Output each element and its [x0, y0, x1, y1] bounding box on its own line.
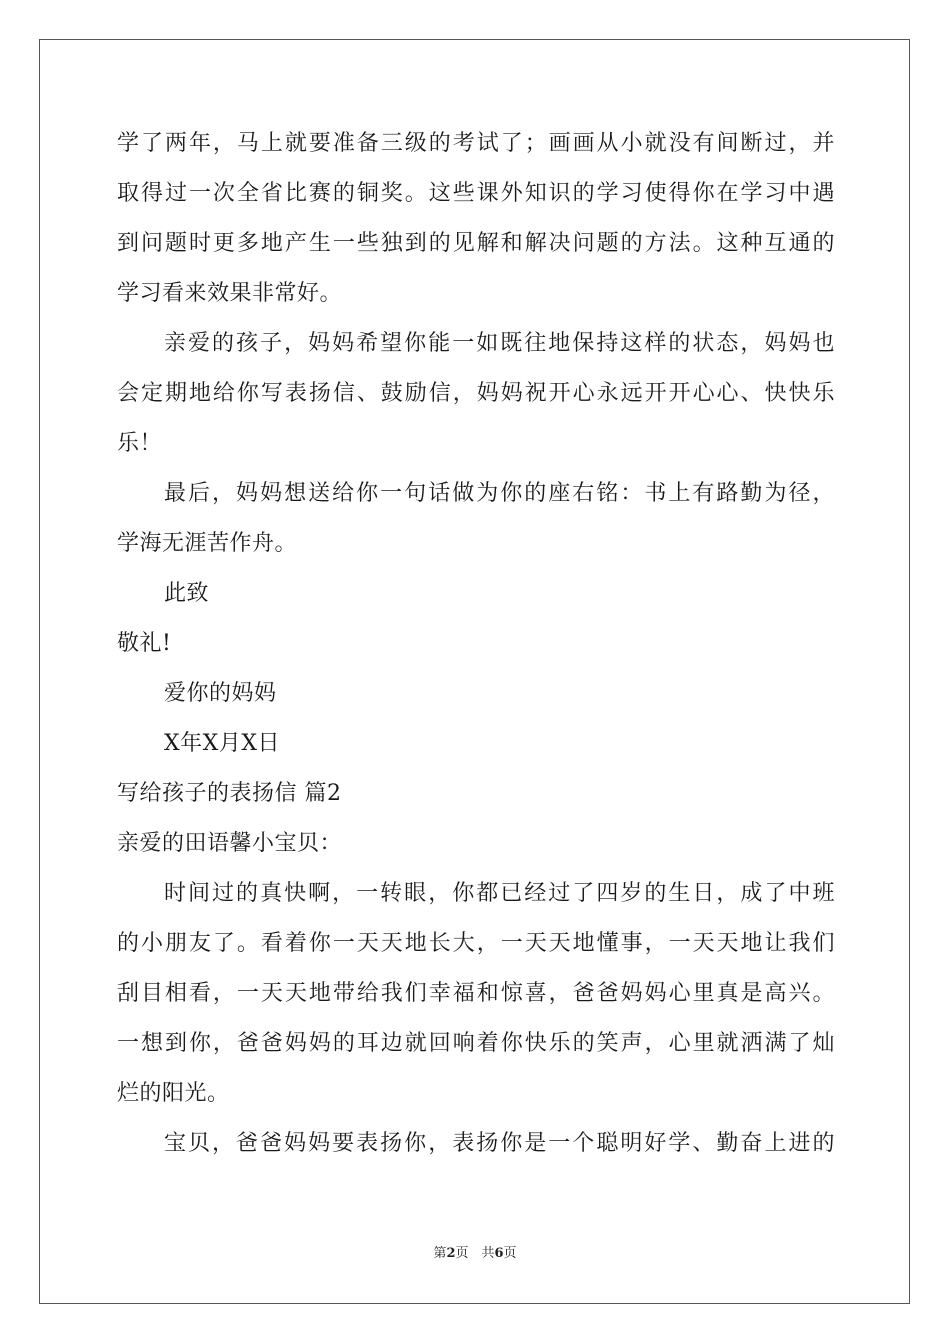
salutation: 亲爱的田语馨小宝贝： — [117, 831, 343, 856]
body-line: 烂的阳光。 — [117, 1081, 230, 1106]
body-line: 学习看来效果非常好。 — [117, 281, 343, 306]
page-footer — [0, 1244, 950, 1264]
section-title: 写给孩子的表扬信 篇2 — [117, 781, 342, 806]
body-line: 会定期地给你写表扬信、鼓励信，妈妈祝开心永远开开心心、快快乐 — [117, 381, 835, 406]
body-line: 刮目相看，一天天地带给我们幸福和惊喜，爸爸妈妈心里真是高兴。 — [117, 981, 835, 1006]
footer-suffix: 页 — [503, 1246, 517, 1261]
body-line: 一想到你，爸爸妈妈的耳边就回响着你快乐的笑声，心里就洒满了灿 — [117, 1031, 835, 1056]
body-line: 取得过一次全省比赛的铜奖。这些课外知识的学习使得你在学习中遇 — [117, 181, 835, 206]
paragraph-start-line: 亲爱的孩子，妈妈希望你能一如既往地保持这样的状态，妈妈也 — [164, 331, 835, 356]
footer-mid: 页 共 — [455, 1246, 495, 1261]
signature: 爱你的妈妈 — [164, 681, 277, 706]
body-line: 乐！ — [117, 431, 163, 456]
date-line: X年X月X日 — [164, 731, 280, 756]
body-line: 学海无涯苦作舟。 — [117, 531, 298, 556]
paragraph-start-line: 宝贝，爸爸妈妈要表扬你，表扬你是一个聪明好学、勤奋上进的 — [164, 1131, 835, 1156]
paragraph-start-line: 最后，妈妈想送给你一句话做为你的座右铭：书上有路勤为径， — [164, 481, 835, 506]
paragraph-start-line: 时间过的真快啊，一转眼，你都已经过了四岁的生日，成了中班 — [164, 881, 835, 906]
footer-prefix: 第 — [433, 1246, 447, 1261]
body-line: 学了两年，马上就要准备三级的考试了；画画从小就没有间断过，并 — [117, 131, 835, 156]
body-line: 的小朋友了。看着你一天天地长大，一天天地懂事，一天天地让我们 — [117, 931, 835, 956]
closing-jingli: 敬礼! — [117, 631, 172, 656]
closing-cizhi: 此致 — [164, 581, 210, 606]
footer-page-number: 2 — [446, 1246, 456, 1261]
footer-total-pages: 6 — [494, 1246, 504, 1261]
body-line: 到问题时更多地产生一些独到的见解和解决问题的方法。这种互通的 — [117, 231, 835, 256]
